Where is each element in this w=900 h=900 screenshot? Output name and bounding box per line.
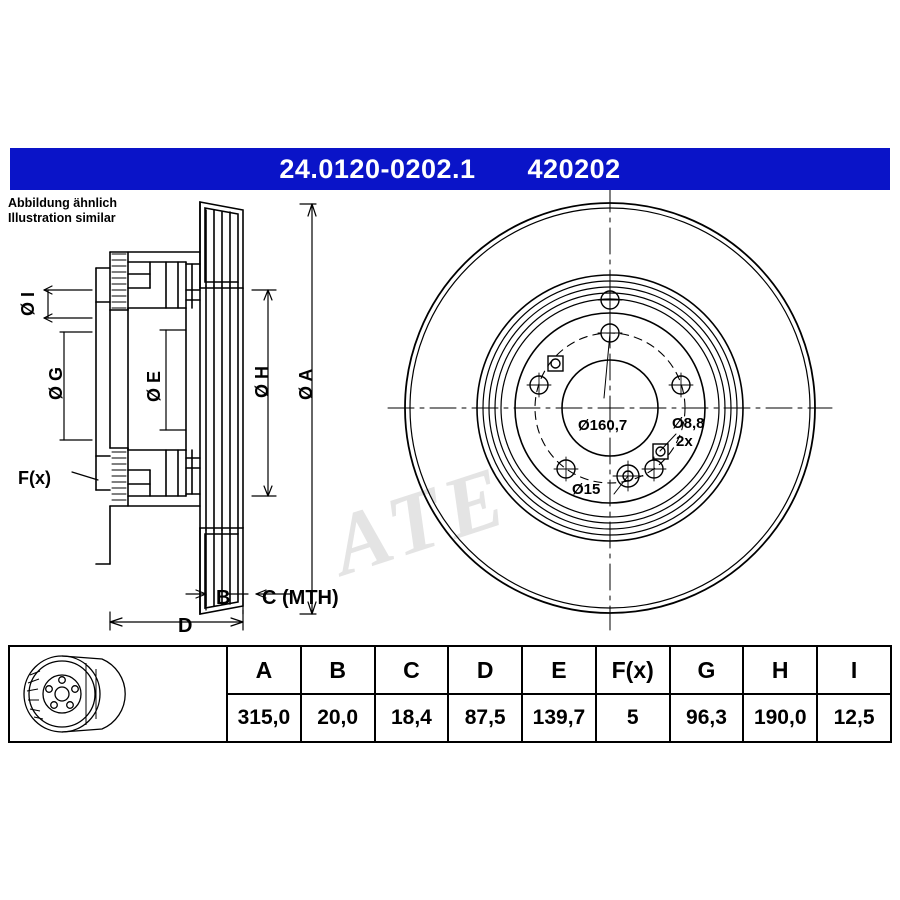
col-header-h: H: [743, 646, 817, 694]
col-header-b: B: [301, 646, 375, 694]
technical-drawing: [0, 190, 900, 640]
value-c: 18,4: [375, 694, 449, 742]
label-dia-a: Ø A: [296, 368, 316, 400]
col-header-c: C: [375, 646, 449, 694]
label-b: B: [216, 587, 231, 609]
label-hole-large: Ø15: [572, 481, 601, 498]
label-fx: F(x): [18, 468, 51, 488]
label-dia-e: Ø E: [144, 370, 164, 402]
disc-thumbnail-cell: [9, 646, 227, 742]
label-dia-i: Ø I: [18, 291, 38, 316]
value-b: 20,0: [301, 694, 375, 742]
spec-table: [8, 645, 892, 743]
col-header-i: I: [817, 646, 891, 694]
value-a: 315,0: [227, 694, 301, 742]
label-d: D: [178, 615, 193, 637]
col-header-d: D: [448, 646, 522, 694]
value-d: 87,5: [448, 694, 522, 742]
col-header-g: G: [670, 646, 744, 694]
col-header-a: A: [227, 646, 301, 694]
value-e: 139,7: [522, 694, 596, 742]
label-hole-small: Ø8,8: [672, 415, 705, 432]
reference-number: 420202: [527, 153, 621, 184]
title-codes: [279, 154, 620, 185]
illustration-note-en: Illustration similar: [8, 211, 116, 225]
value-g: 96,3: [670, 694, 744, 742]
label-dia-g: Ø G: [46, 366, 66, 400]
table-header-row: [9, 646, 891, 694]
spec-table-wrapper: [8, 645, 892, 745]
ate-watermark: ATE: [319, 446, 521, 594]
label-hole-small-qty: 2x: [676, 433, 693, 450]
col-header-e: E: [522, 646, 596, 694]
title-bar: [10, 148, 890, 190]
illustration-note-de: Abbildung ähnlich: [8, 196, 118, 210]
value-fx: 5: [596, 694, 670, 742]
part-number: 24.0120-0202.1: [279, 153, 476, 184]
col-header-fx: F(x): [596, 646, 670, 694]
value-h: 190,0: [743, 694, 817, 742]
label-pcd: Ø160,7: [578, 417, 628, 434]
disc-thumbnail: [10, 653, 226, 735]
label-c: C (MTH): [262, 587, 339, 609]
value-i: 12,5: [817, 694, 891, 742]
label-dia-h: Ø H: [252, 365, 272, 398]
